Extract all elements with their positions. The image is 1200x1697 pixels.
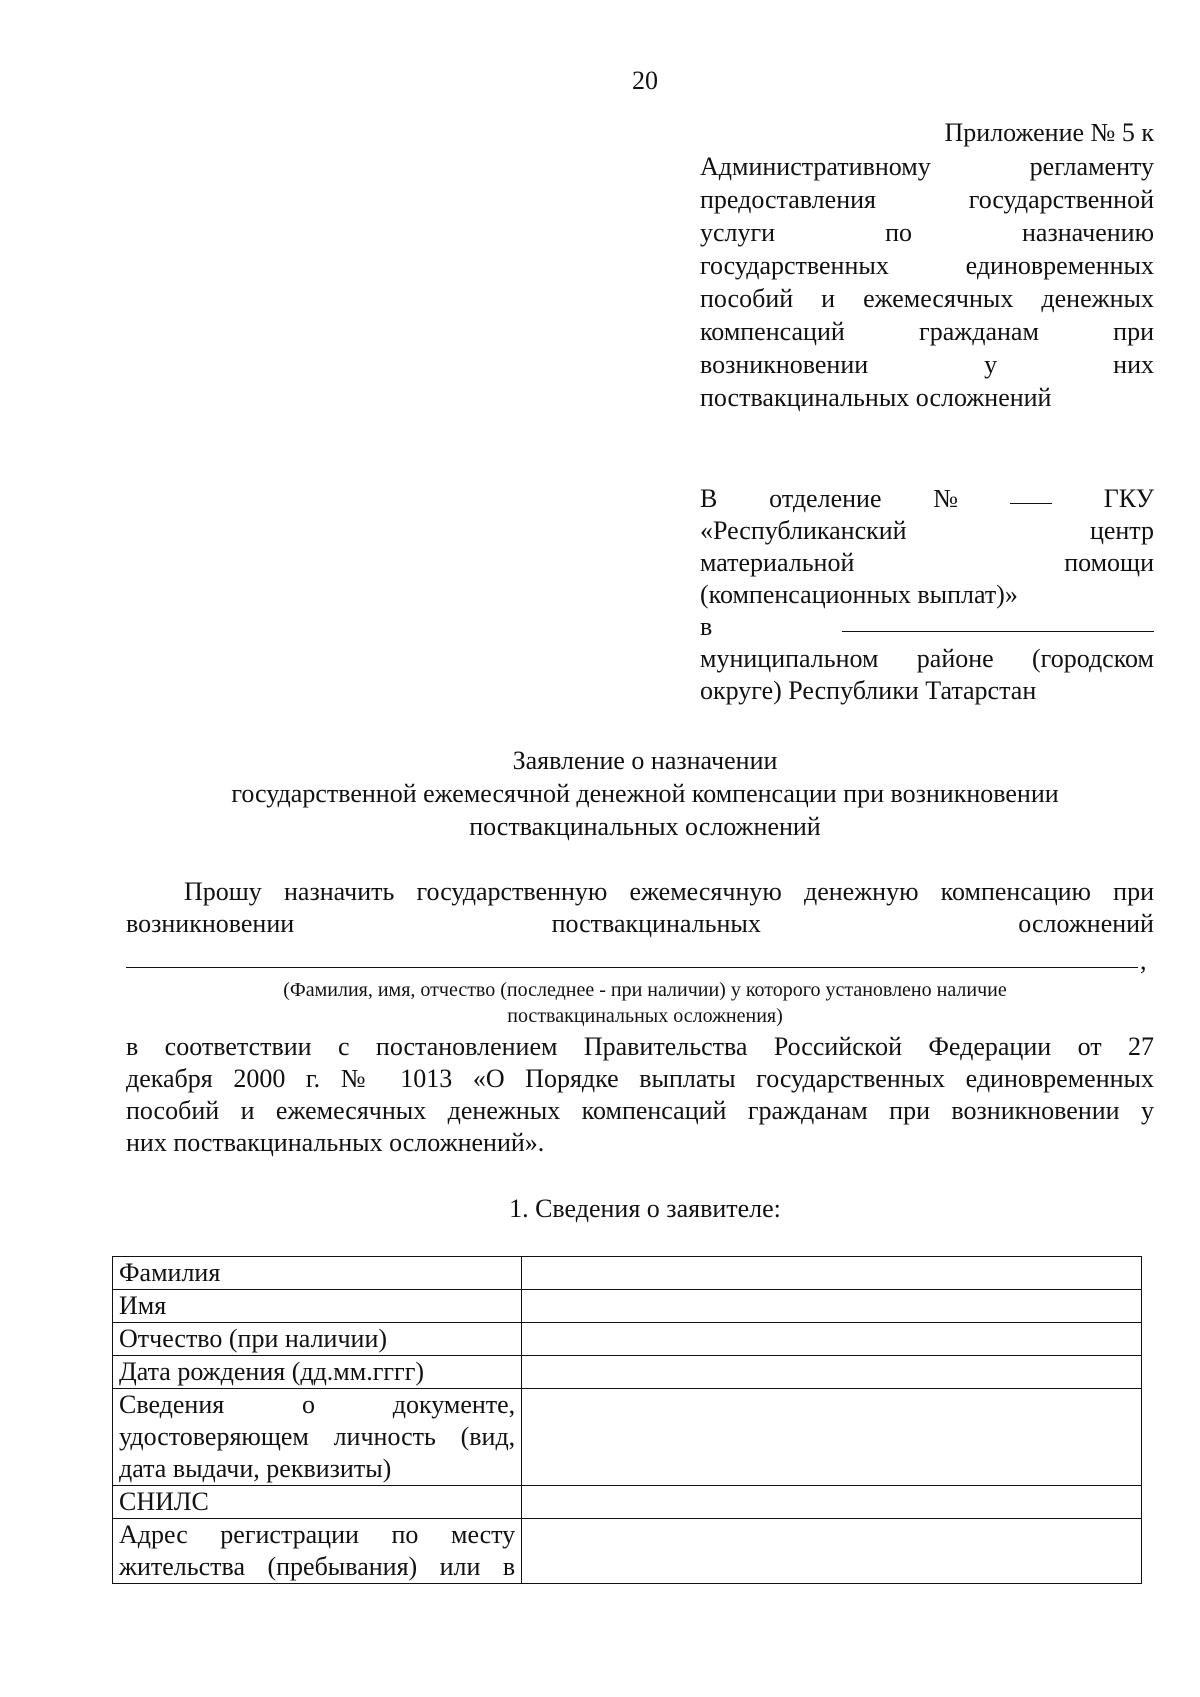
addressee-line: В отделение № ГКУ <box>700 484 1154 513</box>
addressee-block <box>700 483 1154 707</box>
person-name-blank[interactable] <box>126 966 1138 968</box>
annex-reference <box>700 150 1154 414</box>
table-row <box>113 1389 1142 1486</box>
row-value-field[interactable] <box>522 1486 1142 1519</box>
row-label: Фамилия <box>113 1257 522 1290</box>
row-value-field[interactable] <box>522 1323 1142 1356</box>
annex-line: поствакцинальных осложнений <box>700 383 1052 412</box>
comma: , <box>1140 946 1147 975</box>
annex-line: компенсаций гражданам при <box>700 317 1154 346</box>
row-value-field[interactable] <box>522 1519 1142 1584</box>
table-row <box>113 1257 1142 1290</box>
request-paragraph: Прошу назначить государственную ежемесячную денежную компенсацию при возникновении поствакцинальных осложнений <box>126 877 1154 938</box>
legal-basis-paragraph: в соответствии с постановлением Правительства Российской Федерации от 27 декабря 2000 г. № 1013 «О Порядке выплаты государственных единовременных пособий и ежемесячных денежных компенсаций гражданам при возникновении у них поствакцинальных осложнений». <box>126 1032 1154 1157</box>
annex-line: предоставления государственной <box>700 185 1154 214</box>
addressee-line: в <box>700 611 1154 643</box>
row-label: СНИЛС <box>113 1486 522 1519</box>
row-label: Сведения о документе, удостоверяющем личность (вид, дата выдачи, реквизиты) <box>113 1389 522 1486</box>
table-row <box>113 1323 1142 1356</box>
row-value-field[interactable] <box>522 1257 1142 1290</box>
row-value-field[interactable] <box>522 1356 1142 1389</box>
row-label: Отчество (при наличии) <box>113 1323 522 1356</box>
row-value-field[interactable] <box>522 1389 1142 1486</box>
annex-line: возникновении у них <box>700 350 1154 379</box>
table-row <box>113 1519 1142 1584</box>
row-label: Имя <box>113 1290 522 1323</box>
annex-line: Административному регламенту <box>700 152 1154 181</box>
department-number-blank[interactable] <box>1010 483 1052 504</box>
addressee-line: округе) Республики Татарстан <box>700 676 1037 705</box>
addressee-line: муниципальном районе (городском <box>700 644 1154 673</box>
row-label: Адрес регистрации по месту жительства (пребывания) или в <box>113 1519 522 1584</box>
addressee-line: материальной помощи <box>700 548 1154 577</box>
table-row <box>113 1356 1142 1389</box>
page-number: 20 <box>632 66 658 95</box>
addressee-line: (компенсационных выплат)» <box>700 580 1018 609</box>
field-caption: (Фамилия, имя, отчество (последнее - при наличии) у которого установлено наличие поствакцинальных осложнения) <box>283 979 1007 1027</box>
row-label: Дата рождения (дд.мм.гггг) <box>113 1356 522 1389</box>
application-title: Заявление о назначении государственной ежемесячной денежной компенсации при возникновении поствакцинальных осложнений <box>231 746 1059 841</box>
annex-line: пособий и ежемесячных денежных <box>700 284 1154 313</box>
row-value-field[interactable] <box>522 1290 1142 1323</box>
annex-line: услуги по назначению <box>700 218 1154 247</box>
table-row <box>113 1486 1142 1519</box>
annex-line: государственных единовременных <box>700 251 1154 280</box>
applicant-info-table <box>112 1256 1142 1584</box>
table-row <box>113 1290 1142 1323</box>
annex-heading: Приложение № 5 к <box>944 118 1154 147</box>
section-heading: 1. Сведения о заявителе: <box>509 1194 781 1223</box>
municipality-blank[interactable] <box>842 611 1154 632</box>
addressee-line: «Республиканский центр <box>700 516 1154 545</box>
